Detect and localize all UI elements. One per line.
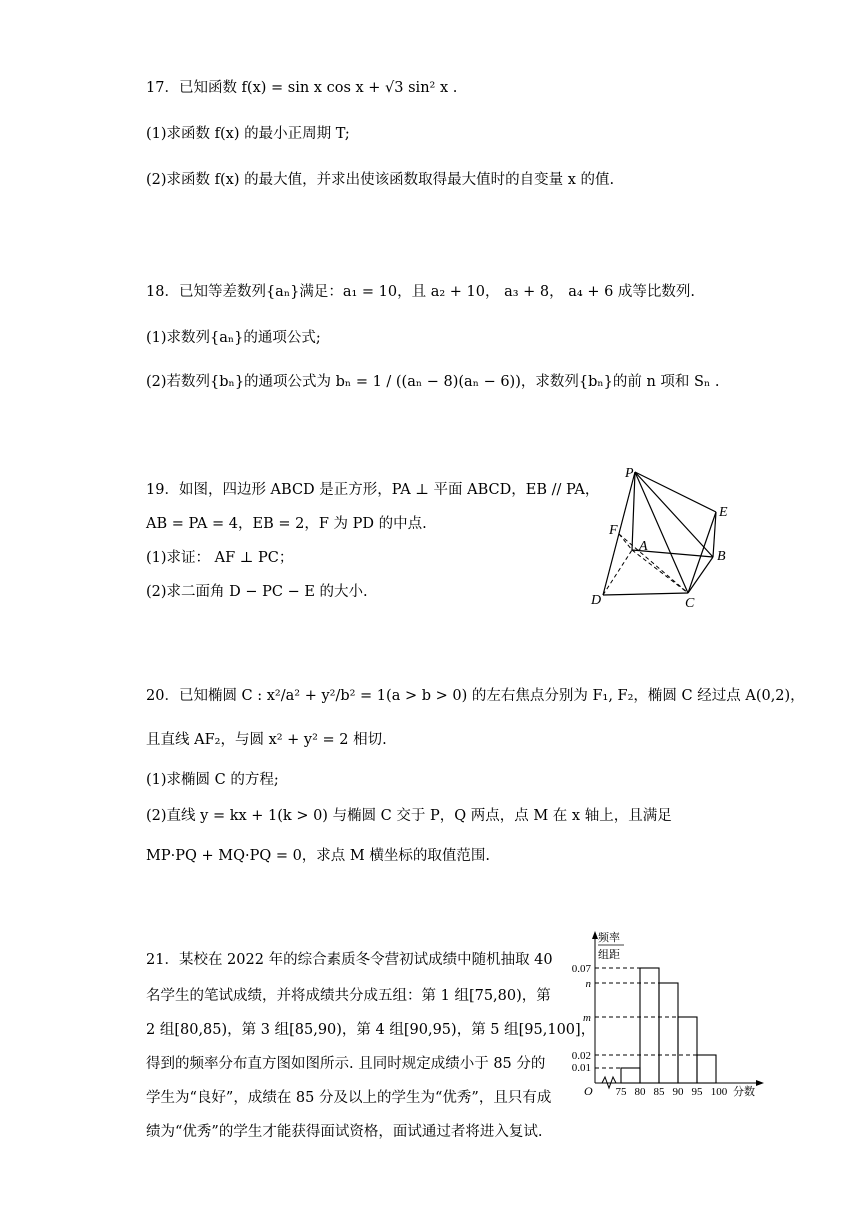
problem-21-line-6: 绩为“优秀”的学生才能获得面试资格，面试通过者将进入复试. — [146, 1124, 543, 1140]
problem-17-part-2: (2)求函数 f(x) 的最大值，并求出使该函数取得最大值时的自变量 x 的值. — [146, 172, 615, 188]
label-E: E — [719, 505, 728, 520]
ytick-m: m — [583, 1012, 591, 1024]
edge-PE — [635, 472, 716, 512]
problem-21-line-3: 2 组[80,85)，第 3 组[85,90)，第 4 组[90,95)，第 5 组[95,100]， — [146, 1022, 596, 1038]
ylabel-top: 频率 — [598, 932, 620, 944]
xtick-90: 90 — [672, 1086, 684, 1098]
ytick-0.01: 0.01 — [571, 1062, 591, 1074]
label-B: B — [717, 549, 726, 564]
edge-PC — [635, 472, 688, 593]
problem-20-part-1: (1)求椭圆 C 的方程; — [146, 772, 279, 788]
problem-17-statement: 17．已知函数 f(x) = sin x cos x + √3 sin² x . — [146, 80, 458, 96]
bar-90-95 — [678, 1017, 697, 1083]
edge-EC — [688, 512, 716, 593]
xtick-80: 80 — [634, 1086, 646, 1098]
edge-PD — [603, 472, 635, 595]
label-F: F — [609, 523, 618, 538]
ylabel-bottom: 组距 — [598, 949, 620, 961]
xtick-95: 95 — [691, 1086, 703, 1098]
xlabel: 分数 — [733, 1086, 755, 1098]
bar-95-100 — [697, 1055, 716, 1083]
edge-BC — [688, 557, 713, 593]
problem-19-given: AB = PA = 4，EB = 2，F 为 PD 的中点. — [146, 516, 427, 532]
problem-19-part-2: (2)求二面角 D − PC − E 的大小. — [146, 584, 368, 600]
label-P: P — [625, 466, 634, 481]
problem-19-statement: 19．如图，四边形 ABCD 是正方形，PA ⊥ 平面 ABCD，EB // PA， — [146, 482, 600, 498]
figure-19-solid-diagram — [585, 462, 745, 610]
problem-19-part-1: (1)求证： AF ⊥ PC； — [146, 550, 294, 566]
problem-21-line-5: 学生为“良好”，成绩在 85 分及以上的学生为“优秀”，且只有成 — [146, 1090, 552, 1106]
figure-21-histogram — [560, 925, 765, 1100]
problem-18-statement: 18．已知等差数列{aₙ}满足：a₁ = 10，且 a₂ + 10， a₃ + 8， a₄ + 6 成等比数列. — [146, 284, 696, 300]
bar-80-85 — [640, 968, 659, 1083]
edge-DA-hidden — [603, 550, 632, 595]
bar-75-80 — [621, 1068, 640, 1083]
problem-20-part-2: (2)直线 y = kx + 1(k > 0) 与椭圆 C 交于 P，Q 两点，点 M 在 x 轴上，且满足 — [146, 808, 672, 824]
xtick-100: 100 — [710, 1086, 728, 1098]
edge-FC-hidden — [619, 534, 688, 593]
ytick-0.07: 0.07 — [571, 963, 591, 975]
problem-21-line-1: 21．某校在 2022 年的综合素质冬令营初试成绩中随机抽取 40 — [146, 952, 553, 968]
xtick-85: 85 — [653, 1086, 665, 1098]
problem-21-line-4: 得到的频率分布直方图如图所示. 且同时规定成绩小于 85 分的 — [146, 1056, 546, 1072]
problem-17-part-1: (1)求函数 f(x) 的最小正周期 T; — [146, 126, 350, 142]
problem-18-part-1: (1)求数列{aₙ}的通项公式; — [146, 330, 321, 346]
ytick-0.02: 0.02 — [571, 1050, 591, 1062]
origin-label: O — [584, 1084, 593, 1098]
problem-20-part-2-condition: MP·PQ + MQ·PQ = 0，求点 M 横坐标的取值范围. — [146, 848, 490, 864]
problem-20-condition: 且直线 AF₂，与圆 x² + y² = 2 相切. — [146, 732, 387, 748]
label-A: A — [639, 539, 648, 554]
problem-21-line-2: 名学生的笔试成绩，并将成绩共分成五组：第 1 组[75,80)，第 — [146, 988, 551, 1004]
problem-20-statement: 20．已知椭圆 C : x²/a² + y²/b² = 1(a > b > 0) 的左右焦点分别为 F₁, F₂，椭圆 C 经过点 A(0,2)， — [146, 688, 805, 704]
label-D: D — [591, 593, 602, 608]
label-C: C — [685, 596, 695, 610]
edge-DC — [603, 593, 688, 595]
xtick-75: 75 — [615, 1086, 627, 1098]
ytick-n: n — [585, 978, 591, 990]
bar-85-90 — [659, 983, 678, 1083]
edge-AC-hidden — [632, 550, 688, 593]
problem-18-part-2: (2)若数列{bₙ}的通项公式为 bₙ = 1 / ((aₙ − 8)(aₙ − 6))，求数列{bₙ}的前 n 项和 Sₙ . — [146, 374, 720, 390]
x-axis-arrow — [756, 1080, 764, 1086]
edge-FA-hidden — [619, 534, 632, 550]
